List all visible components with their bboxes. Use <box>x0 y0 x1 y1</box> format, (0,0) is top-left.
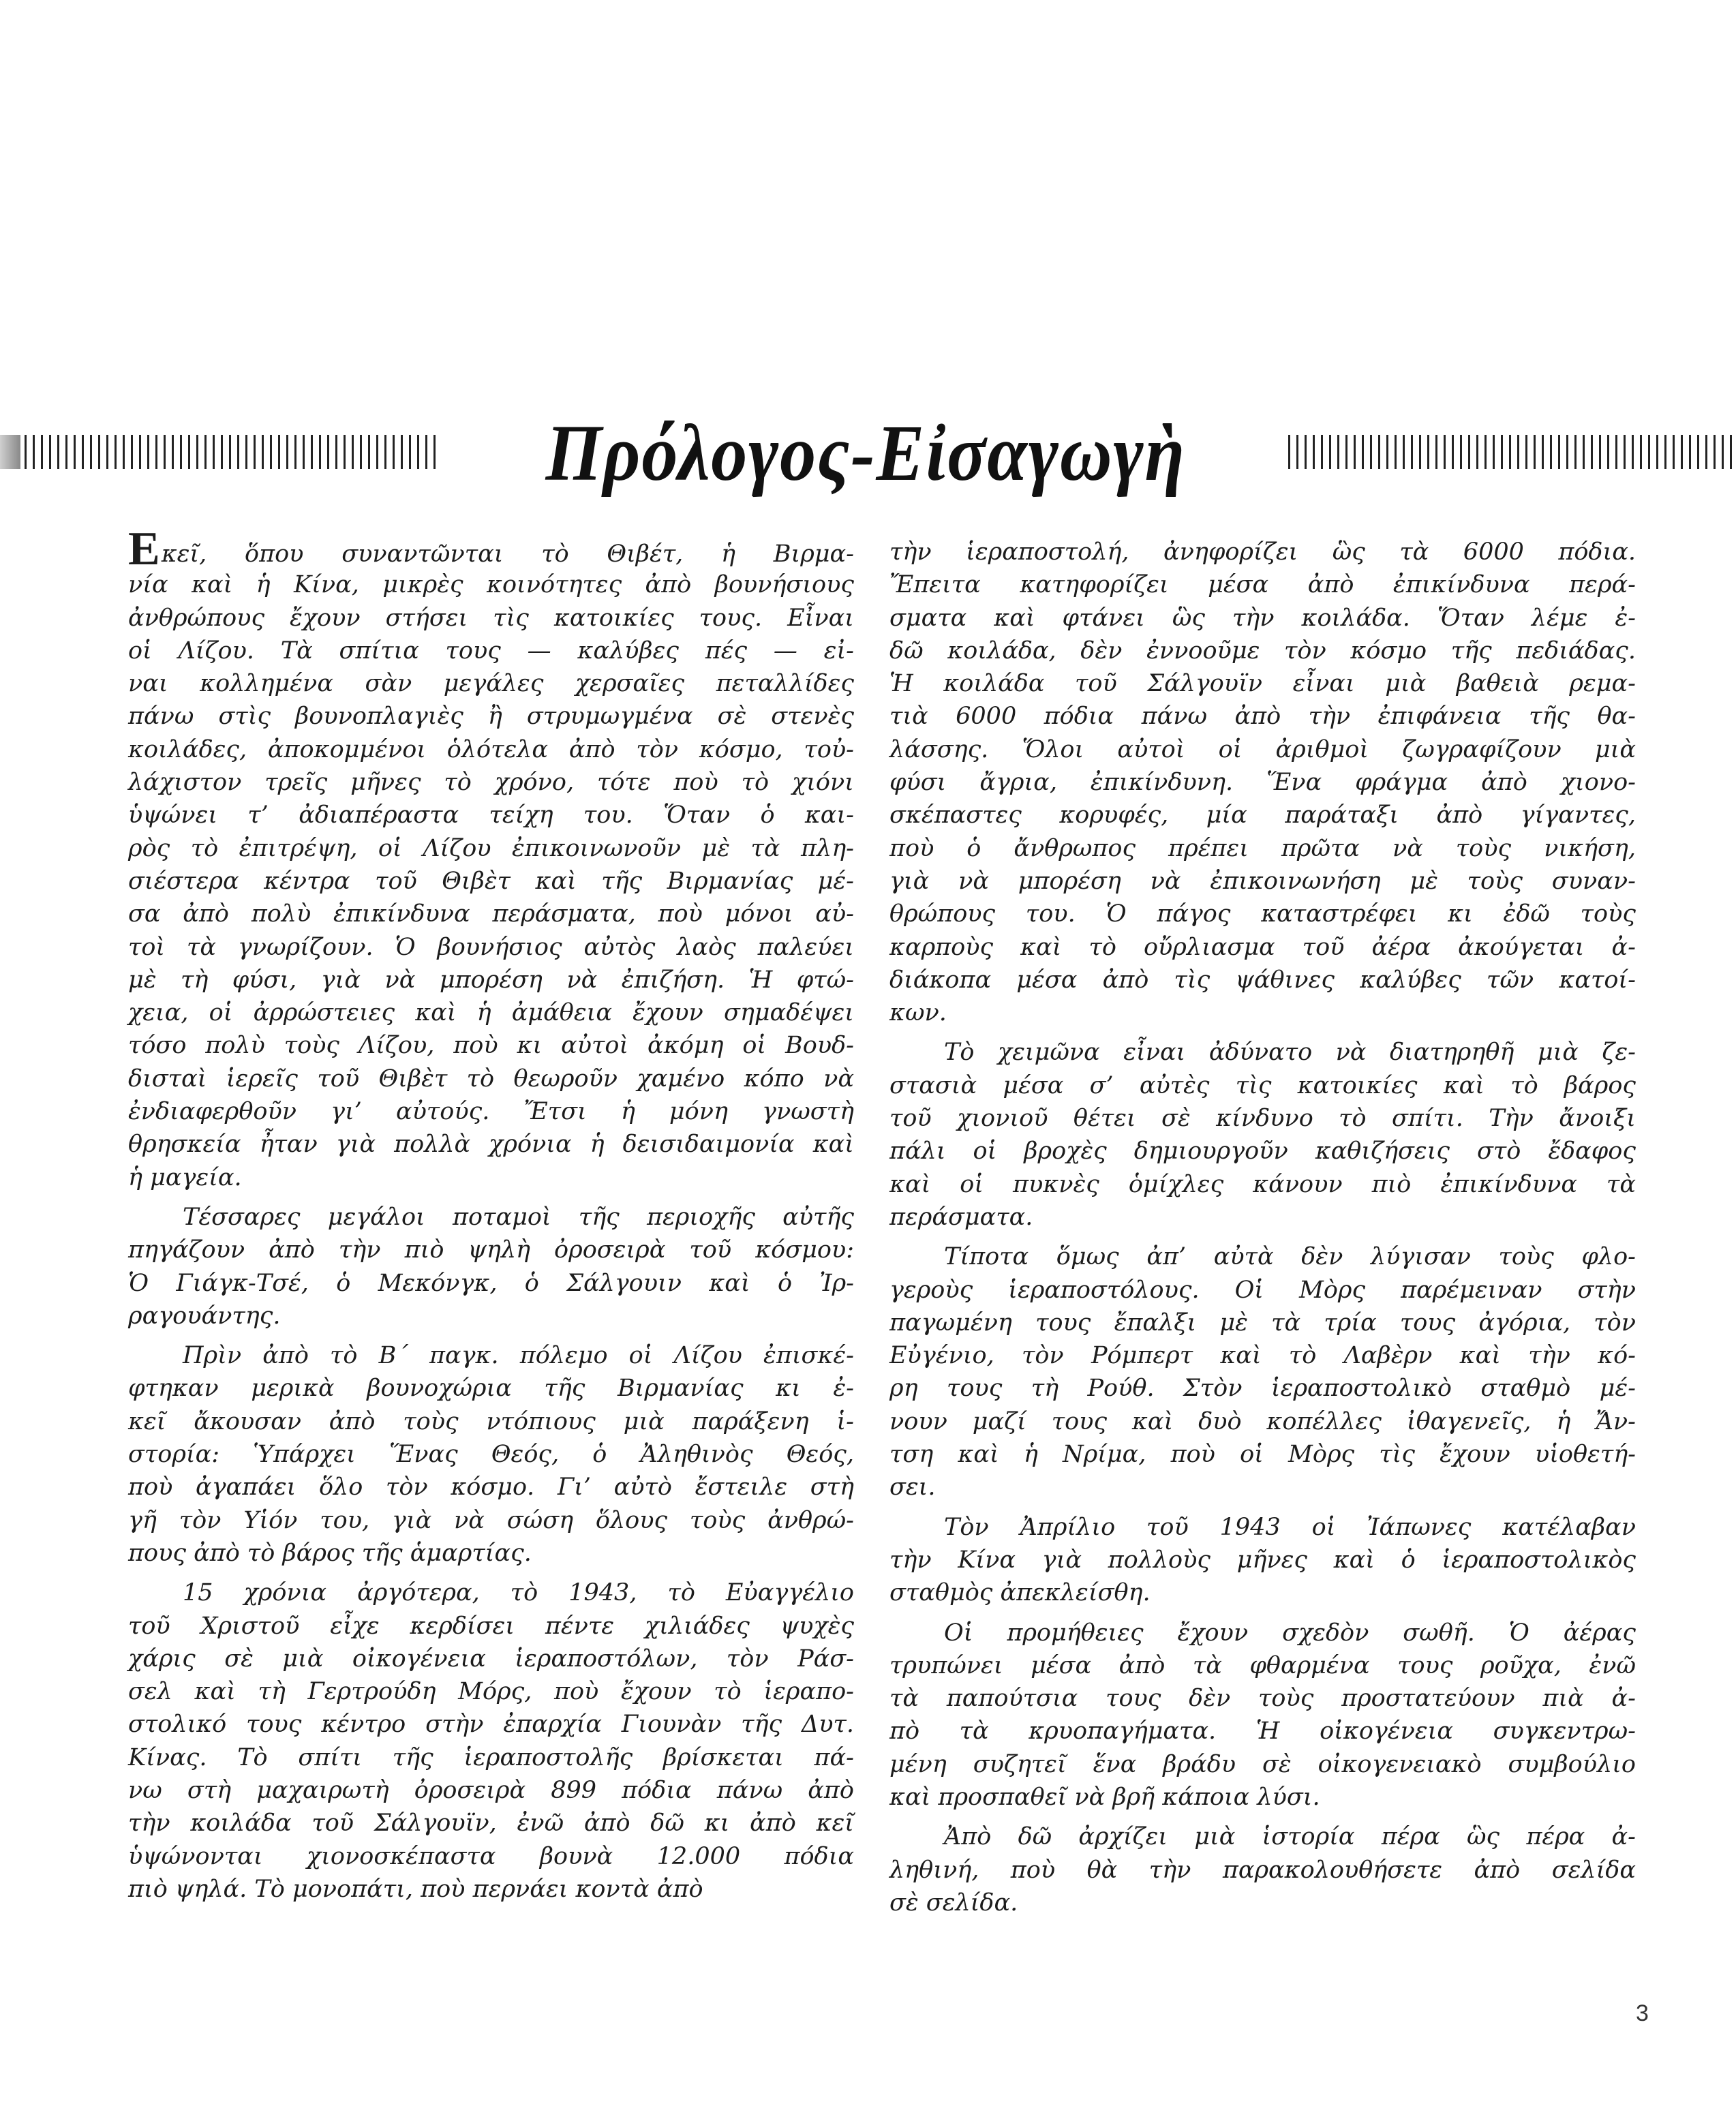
text-line: πάλι οἱ βροχὲς δημιουργοῦν καθιζήσεις στὸ ἔδαφος <box>889 1138 1636 1165</box>
text-line: κων. <box>889 999 947 1027</box>
text-line: ποὺ ὁ ἄνθρωπος πρέπει πρῶτα νὰ τοὺς νικήση, <box>889 834 1636 862</box>
drop-cap: Ε <box>128 523 160 575</box>
text-line: τση καὶ ἡ Νρίμα, ποὺ οἱ Μὸρς τὶς ἔχουν υἱοθετή- <box>889 1441 1636 1469</box>
text-line: χεια, οἱ ἀρρώστειες καὶ ἡ ἀμάθεια ἔχουν σημαδέψει <box>128 999 854 1027</box>
text-line: Τὸ χειμῶνα εἶναι ἀδύνατο νὰ διατηρηθῆ μιὰ ζε- <box>944 1039 1636 1067</box>
text-line: θρησκεία ἦταν γιὰ πολλὰ χρόνια ἡ δεισιδαιμονία καὶ <box>128 1131 854 1159</box>
text-line: γεροὺς ἱεραποστόλους. Οἱ Μὸρς παρέμειναν στὴν <box>889 1276 1636 1304</box>
text-line: ἀνθρώπους ἔχουν στήσει τὶς κατοικίες τους. Εἶναι <box>128 604 854 632</box>
text-line: Οἱ προμήθειες ἔχουν σχεδὸν σωθῆ. Ὁ ἀέρας <box>944 1619 1636 1647</box>
paragraph-gap <box>889 1504 1636 1511</box>
text-line: Ἀπὸ δῶ ἀρχίζει μιὰ ἱστορία πέρα ὣς πέρα ἀ- <box>944 1823 1636 1851</box>
text-line: φύσι ἄγρια, ἐπικίνδυνη. Ἕνα φράγμα ἀπὸ χιονο- <box>889 769 1636 797</box>
decorative-bars-right <box>1288 435 1736 469</box>
text-line: πηγάζουν ἀπὸ τὴν πιὸ ψηλὴ ὀροσειρὰ τοῦ κόσμου: <box>128 1236 854 1264</box>
title-banner <box>0 408 1736 498</box>
page-number: 3 <box>1636 2000 1649 2026</box>
paragraph-gap <box>128 1570 854 1576</box>
text-line: πὸ τὰ κρυοπαγήματα. Ἡ οἰκογένεια συγκεντρω- <box>889 1718 1636 1745</box>
text-line: λάχιστον τρεῖς μῆνες τὸ χρόνο, τότε ποὺ τὸ χιόνι <box>128 769 854 797</box>
text-line: τὴν Κίνα γιὰ πολλοὺς μῆνες καὶ ὁ ἱεραποστολικὸς <box>889 1546 1636 1574</box>
text-line: στορία: Ὑπάρχει Ἕνας Θεός, ὁ Ἀληθινὸς Θεός, <box>128 1441 854 1469</box>
text-line: ποὺ ἀγαπάει ὅλο τὸν κόσμο. Γι’ αὐτὸ ἔστειλε στὴ <box>128 1474 854 1501</box>
text-line: διάκοπα μέσα ἀπὸ τὶς ψάθινες καλύβες τῶν κατοί- <box>889 966 1636 994</box>
left-column <box>128 523 854 1906</box>
text-line: σὲ σελίδα. <box>889 1889 1018 1917</box>
text-line: ρη τους τὴ Ρούθ. Στὸν ἱεραποστολικὸ σταθμὸ μέ- <box>889 1375 1636 1403</box>
text-line: θρώπους του. Ὁ πάγος καταστρέφει κι ἐδῶ τοὺς <box>889 900 1636 928</box>
text-line: τιὰ 6000 πόδια πάνω ἀπὸ τὴν ἐπιφάνεια τῆς θα- <box>889 703 1636 731</box>
paragraph-gap <box>889 1029 1636 1036</box>
text-line: κοιλάδες, ἀποκομμένοι ὁλότελα ἀπὸ τὸν κόσμο, τοὐ- <box>128 735 854 763</box>
text-line: τοῦ χιονιοῦ θέτει σὲ κίνδυνο τὸ σπίτι. Τὴν ἄνοιξι <box>889 1105 1636 1133</box>
paragraph-gap <box>889 1814 1636 1820</box>
text-line: Εὐγένιο, τὸν Ρόμπερτ καὶ τὸ Λαβὲρν καὶ τὴν κό- <box>889 1342 1636 1370</box>
text-line: Κίνας. Τὸ σπίτι τῆς ἱεραποστολῆς βρίσκεται πά- <box>128 1743 854 1771</box>
text-line: δῶ κοιλάδα, δὲν ἐννοοῦμε τὸν κόσμο τῆς πεδιάδας. <box>889 637 1636 665</box>
text-line: Ἔπειτα κατηφορίζει μέσα ἀπὸ ἐπικίνδυνα περά- <box>889 571 1636 599</box>
text-line: τὴν ἱεραποστολή, ἀνηφορίζει ὣς τὰ 6000 πόδια. <box>889 538 1636 566</box>
text-line: ὑψώνονται χιονοσκέπαστα βουνὰ 12.000 πόδια <box>128 1842 854 1870</box>
paragraph-gap <box>128 1194 854 1201</box>
text-line: τὰ παπούτσια τους δὲν τοὺς προστατεύουν πιὰ ἀ- <box>889 1685 1636 1713</box>
text-line: τοῦ Χριστοῦ εἶχε κερδίσει πέντε χιλιάδες ψυχὲς <box>128 1612 854 1640</box>
decorative-bars-left <box>0 435 436 469</box>
text-line: νία καὶ ἡ Κίνα, μικρὲς κοινότητες ἀπὸ βουνήσιους <box>128 571 854 599</box>
text-line: Τέσσαρες μεγάλοι ποταμοὶ τῆς περιοχῆς αὐτῆς <box>183 1203 854 1231</box>
right-column <box>889 536 1636 1919</box>
text-line: σιέστερα κέντρα τοῦ Θιβὲτ καὶ τῆς Βιρμανίας μέ- <box>128 867 854 895</box>
text-line: πιὸ ψηλά. Τὸ μονοπάτι, ποὺ περνάει κοντὰ ἀπὸ <box>128 1875 703 1903</box>
text-line-content: κεῖ, ὅπου συναντῶνται τὸ Θιβέτ, ἡ Βιρμα- <box>161 540 854 568</box>
text-line: ὑψώνει τ’ ἀδιαπέραστα τείχη του. Ὅταν ὁ και- <box>128 802 854 829</box>
text-line: γῆ τὸν Υἱόν του, γιὰ νὰ σώση ὅλους τοὺς ἀνθρώ- <box>128 1506 854 1534</box>
text-line: σελ καὶ τὴ Γερτρούδη Μόρς, ποὺ ἔχουν τὸ ἱεραπο- <box>128 1678 854 1706</box>
text-line: Τίποτα ὅμως ἀπ’ αὐτὰ δὲν λύγισαν τοὺς φλο- <box>944 1243 1636 1271</box>
text-line: νω στὴ μαχαιρωτὴ ὀροσειρὰ 899 πόδια πάνω ἀπὸ <box>128 1776 854 1804</box>
text-line: πάνω στὶς βουνοπλαγιὲς ἢ στρυμωγμένα σὲ στενὲς <box>128 703 854 731</box>
text-line: ἡ μαγεία. <box>128 1163 242 1191</box>
text-line: ληθινή, ποὺ θὰ τὴν παρακολουθήσετε ἀπὸ σελίδα <box>889 1856 1636 1884</box>
text-line: ρὸς τὸ ἐπιτρέψη, οἱ Λίζου ἐπικοινωνοῦν μὲ τὰ πλη- <box>128 834 854 862</box>
text-line: δισταὶ ἱερεῖς τοῦ Θιβὲτ τὸ θεωροῦν χαμένο κόπο νὰ <box>128 1065 854 1093</box>
text-line: καρποὺς καὶ τὸ οὔρλιασμα τοῦ ἀέρα ἀκούγεται ἀ- <box>889 933 1636 961</box>
text-line: τρυπώνει μέσα ἀπὸ τὰ φθαρμένα τους ροῦχα, ἐνῶ <box>889 1651 1636 1679</box>
text-line: μὲ τὴ φύσι, γιὰ νὰ μπορέση νὰ ἐπιζήση. Ἡ φτώ- <box>128 966 854 994</box>
text-line <box>128 523 854 575</box>
text-line: στολικό τους κέντρο στὴν ἐπαρχία Γιουνὰν τῆς Δυτ. <box>128 1711 854 1739</box>
text-line: Ἡ κοιλάδα τοῦ Σάλγουϊν εἶναι μιὰ βαθειὰ ρεμα- <box>889 670 1636 698</box>
text-line: σκέπαστες κορυφές, μία παράταξι ἀπὸ γίγαντες, <box>889 802 1636 829</box>
text-line: Τὸν Ἀπρίλιο τοῦ 1943 οἱ Ἰάπωνες κατέλαβαν <box>944 1513 1636 1541</box>
text-line: σα ἀπὸ πολὺ ἐπικίνδυνα περάσματα, ποὺ μόνοι αὐ- <box>128 900 854 928</box>
page-title: Πρόλογος-Εἰσαγωγὴ <box>545 408 1186 498</box>
text-line: τόσο πολὺ τοὺς Λίζου, ποὺ κι αὐτοὶ ἀκόμη οἱ Βουδ- <box>128 1032 854 1060</box>
text-line: χάρις σὲ μιὰ οἰκογένεια ἱεραποστόλων, τὸν Ράσ- <box>128 1645 854 1673</box>
text-line: ἐνδιαφερθοῦν γι’ αὐτούς. Ἔτσι ἡ μόνη γνωστὴ <box>128 1098 854 1126</box>
text-line: 15 χρόνια ἀργότερα, τὸ 1943, τὸ Εὐαγγέλιο <box>183 1579 854 1607</box>
text-line: πους ἀπὸ τὸ βάρος τῆς ἁμαρτίας. <box>128 1539 532 1567</box>
text-line: γιὰ νὰ μπορέση νὰ ἐπικοινωνήση μὲ τοὺς συναν- <box>889 867 1636 895</box>
text-line: τοὶ τὰ γνωρίζουν. Ὁ βουνήσιος αὐτὸς λαὸς παλεύει <box>128 933 854 961</box>
text-line: ναι κολλημένα σὰν μεγάλες χερσαῖες πεταλλίδες <box>128 670 854 698</box>
text-line: ραγουάντης. <box>128 1302 281 1330</box>
text-line: οἱ Λίζου. Τὰ σπίτια τους — καλύβες πές — εἰ- <box>128 637 854 665</box>
text-line: καὶ οἱ πυκνὲς ὁμίχλες κάνουν πιὸ ἐπικίνδυνα τὰ <box>889 1170 1636 1198</box>
text-line: σματα καὶ φτάνει ὣς τὴν κοιλάδα. Ὅταν λέμε ἐ- <box>889 604 1636 632</box>
text-line: σει. <box>889 1474 936 1501</box>
text-line: καὶ προσπαθεῖ νὰ βρῆ κάποια λύσι. <box>889 1783 1320 1811</box>
paragraph-gap <box>889 1610 1636 1617</box>
text-line: λάσσης. Ὅλοι αὐτοὶ οἱ ἀριθμοὶ ζωγραφίζουν μιὰ <box>889 735 1636 763</box>
paragraph-gap <box>128 1332 854 1339</box>
text-line: τὴν κοιλάδα τοῦ Σάλγουϊν, ἐνῶ ἀπὸ δῶ κι ἀπὸ κεῖ <box>128 1810 854 1837</box>
text-line: στασιὰ μέσα σ’ αὐτὲς τὶς κατοικίες καὶ τὸ βάρος <box>889 1071 1636 1099</box>
text-line: μένη συζητεῖ ἕνα βράδυ σὲ οἰκογενειακὸ συμβούλιο <box>889 1750 1636 1778</box>
paragraph-gap <box>889 1234 1636 1240</box>
text-line: φτηκαν μερικὰ βουνοχώρια τῆς Βιρμανίας κι ἐ- <box>128 1375 854 1403</box>
text-line: παγωμένη τους ἔπαλξι μὲ τὰ τρία τους ἀγόρια, τὸν <box>889 1309 1636 1337</box>
text-line: Ὁ Γιάγκ-Τσέ, ὁ Μεκόνγκ, ὁ Σάλγουιν καὶ ὁ Ἰρ- <box>128 1269 854 1297</box>
text-line: νουν μαζί τους καὶ δυὸ κοπέλλες ἰθαγενεῖς, ἡ Ἄν- <box>889 1407 1636 1435</box>
text-line: κεῖ ἄκουσαν ἀπὸ τοὺς ντόπιους μιὰ παράξενη ἱ- <box>128 1407 854 1435</box>
text-line: περάσματα. <box>889 1203 1033 1231</box>
text-line: σταθμὸς ἀπεκλείσθη. <box>889 1579 1151 1607</box>
text-line: Πρὶν ἀπὸ τὸ Β΄ παγκ. πόλεμο οἱ Λίζου ἐπισκέ- <box>183 1342 854 1370</box>
